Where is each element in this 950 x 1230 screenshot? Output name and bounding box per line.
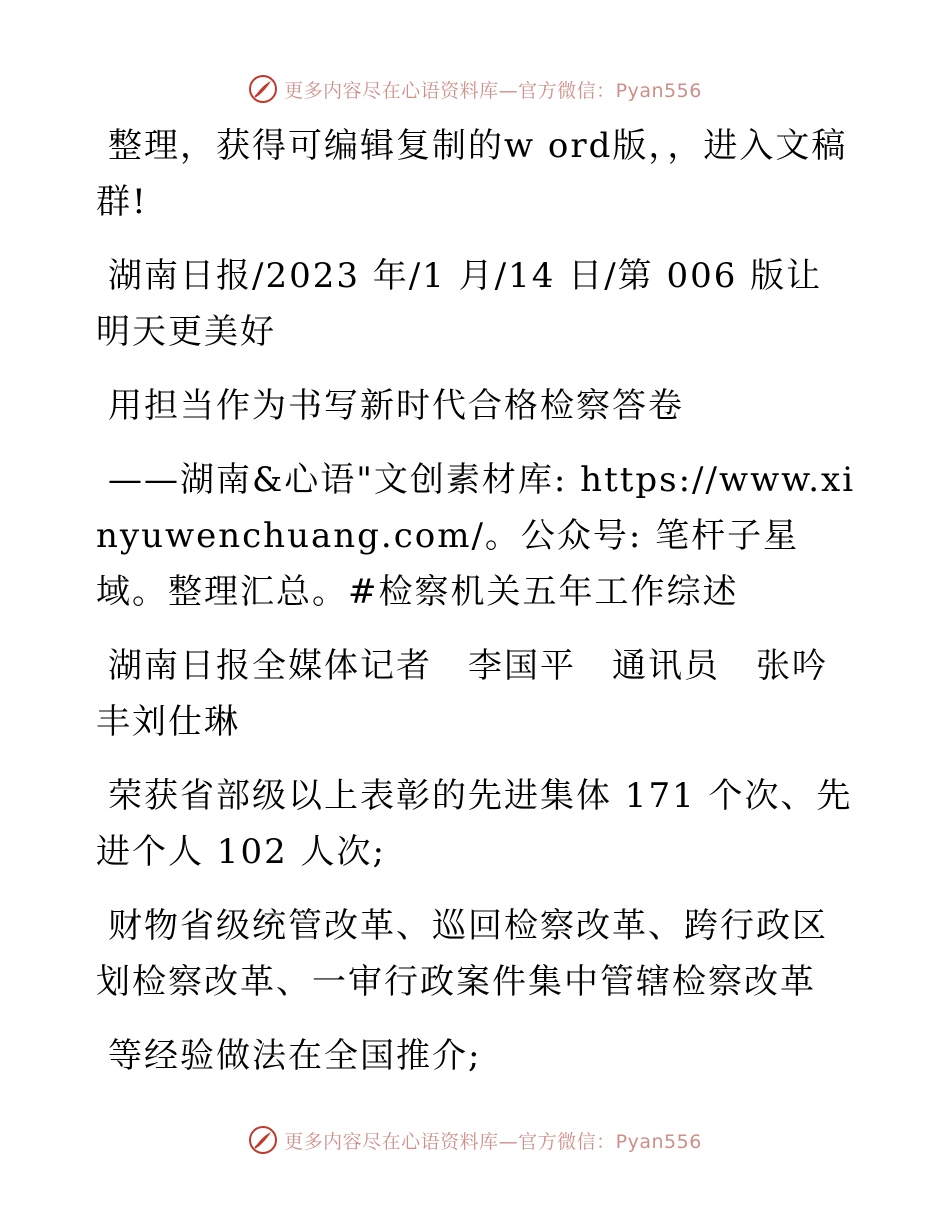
quill-logo-icon bbox=[248, 1125, 278, 1155]
quill-logo-icon bbox=[248, 74, 278, 104]
document-body bbox=[96, 118, 856, 1102]
paragraph: 湖南日报/2023 年/1 月/14 日/第 006 版让明天更美好 bbox=[96, 256, 823, 352]
paragraph: 财物省级统管改革、巡回检察改革、跨行政区划检察改革、一审行政案件集中管辖检察改革 bbox=[96, 906, 828, 1002]
paragraph: 等经验做法在全国推介; bbox=[108, 1036, 482, 1076]
paragraph: 荣获省部级以上表彰的先进集体 171 个次、先进个人 102 人次; bbox=[96, 776, 853, 872]
headline: 用担当作为书写新时代合格检察答卷 bbox=[108, 386, 684, 426]
watermark-text: 更多内容尽在心语资料库—官方微信：Pyan556 bbox=[284, 1130, 702, 1153]
watermark-banner-top bbox=[0, 72, 950, 106]
byline: 湖南日报全媒体记者 李国平 通讯员 张吟丰刘仕琳 bbox=[96, 646, 828, 742]
watermark-text: 更多内容尽在心语资料库—官方微信：Pyan556 bbox=[284, 79, 702, 102]
paragraph: ——湖南&心语"文创素材库: https://www.xinyuwenchuang.com/。公众号: 笔杆子星域。整理汇总。#检察机关五年工作综述 bbox=[96, 460, 856, 612]
watermark-banner-bottom bbox=[0, 1123, 950, 1157]
paragraph: 整理，获得可编辑复制的w ord版，，进入文稿群! bbox=[96, 126, 848, 222]
